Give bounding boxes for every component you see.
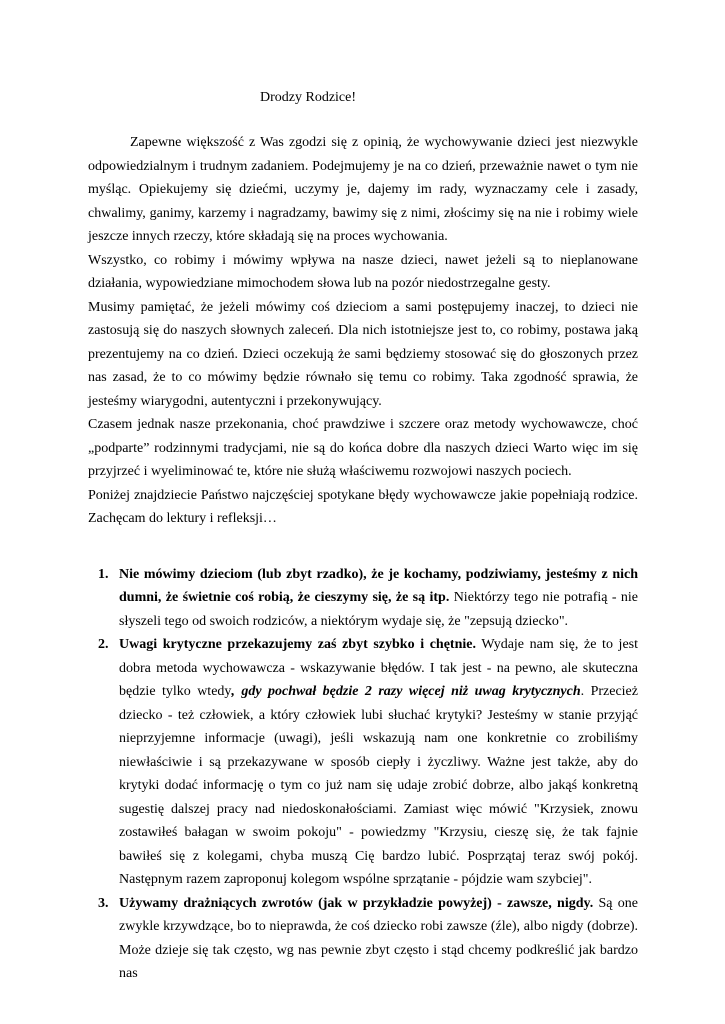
letter-body [88, 131, 638, 986]
list-item-number: 3. [98, 895, 109, 911]
list-item-number: 1. [98, 566, 109, 582]
intro-paragraph-1: Zapewne większość z Was zgodzi się z opinią, że wychowywanie dzieci jest niezwykle odpowiedzialnym i trudnym zadaniem. Podejmujemy je na co dzień, przeważnie nawet o tym nie myśląc. Opiekujemy się dziećmi, uczymy je, dajemy im rady, wyznaczamy cele i zasady, chwalimy, ganimy, karzemy i nagradzamy, bawimy się z nimi, złościmy się na nie i robimy wiele jeszcze innych rzeczy, które składają się na proces wychowania. [88, 135, 638, 244]
intro-paragraph-2: Wszystko, co robimy i mówimy wpływa na nasze dzieci, nawet jeżeli są to nieplanowane działania, wypowiedziane mimochodem słowa lub na pozór niedostrzegalne gesty. [88, 252, 638, 291]
list-item-text: Wydaje nam się, że to jest dobra metoda wychowawcza - wskazywanie błędów. I tak jest - na pewno, ale skuteczna będzie tylko wtedy [119, 637, 638, 699]
list-item [88, 892, 638, 986]
intro-paragraph-5: Poniżej znajdziecie Państwo najczęściej spotykane błędy wychowawcze jakie popełniają rodzice. Zachęcam do lektury i refleksji… [88, 487, 638, 526]
list-item-text: Niektórzy tego nie potrafią - nie słyszeli tego od swoich rodziców, a niektórym wydaje się, że "zepsują dziecko". [119, 590, 638, 629]
list-item-text-continued: . Przecież dziecko - też człowiek, a który człowiek lubi słuchać krytyki? Jesteśmy w stanie przyjąć nieprzyjemne informacje (uwagi), jeśli wskazują nam one konkretnie co zrobiliśmy niewłaściwie i są przekazywane w sposób ciepły i życzliwy. Ważne jest także, aby do krytyki dodać informację o tym co już nam się udaje zrobić dobrze, albo jakąś konkretną sugestię dalszej pracy nad niedoskonałościami. Zamiast więc mówić "Krzysiek, znowu zostawiłeś bałagan w swoim pokoju" - powiedzmy "Krzysiu, cieszę się, że tak fajnie bawiłeś się z kolegami, chyba muszą Cię bardzo lubić. Posprzątaj teraz swój pokój. Następnym razem zaproponuj kolegom wspólne sprzątanie - pójdzie wam szybciej". [119, 684, 638, 887]
list-item [88, 563, 638, 634]
letter-greeting: Drodzy Rodzice! [260, 90, 357, 105]
list-item-heading: Używamy drażniących zwrotów (jak w przykładzie powyżej) - zawsze, nigdy. [119, 895, 594, 911]
list-item-text: Są one zwykle krzywdzące, bo to nieprawda, że coś dziecko robi zawsze (źle), albo nigdy (dobrze). Może dzieje się tak często, wg nas pewnie zbyt często i stąd chcemy podkreślić jak bardzo nas [119, 895, 638, 981]
list-item-emphasis: , gdy pochwał będzie 2 razy więcej niż uwag krytycznych [231, 684, 581, 699]
list-item-heading: Nie mówimy dzieciom (lub zbyt rzadko), że je kochamy, podziwiamy, jesteśmy z nich dumni, że świetnie coś robią, że cieszymy się, że są itp. [119, 566, 638, 605]
mistakes-list [88, 563, 638, 986]
intro-paragraph-4: Czasem jednak nasze przekonania, choć prawdziwe i szczere oraz metody wychowawcze, choć „podparte” rodzinnymi tradycjami, nie są do końca dobre dla naszych dzieci Warto więc im się przyjrzeć i wyeliminować te, które nie służą właściwemu rozwojowi naszych pociech. [88, 417, 638, 479]
section-spacer [88, 531, 638, 563]
list-item [88, 633, 638, 892]
list-item-heading: Uwagi krytyczne przekazujemy zaś zbyt szybko i chętnie. [119, 637, 476, 652]
list-item-number: 2. [98, 637, 109, 652]
intro-paragraph-3: Musimy pamiętać, że jeżeli mówimy coś dzieciom a sami postępujemy inaczej, to dzieci nie zastosują się do naszych słownych zaleceń. Dla nich istotniejsze jest to, co robimy, postawa jaką prezentujemy na co dzień. Dzieci oczekują że sami będziemy stosować się do głoszonych przez nas zasad, że to co mówimy będzie równało się temu co robimy. Taka zgodność sprawia, że jesteśmy wiarygodni, autentyczni i przekonywujący. [88, 299, 638, 409]
